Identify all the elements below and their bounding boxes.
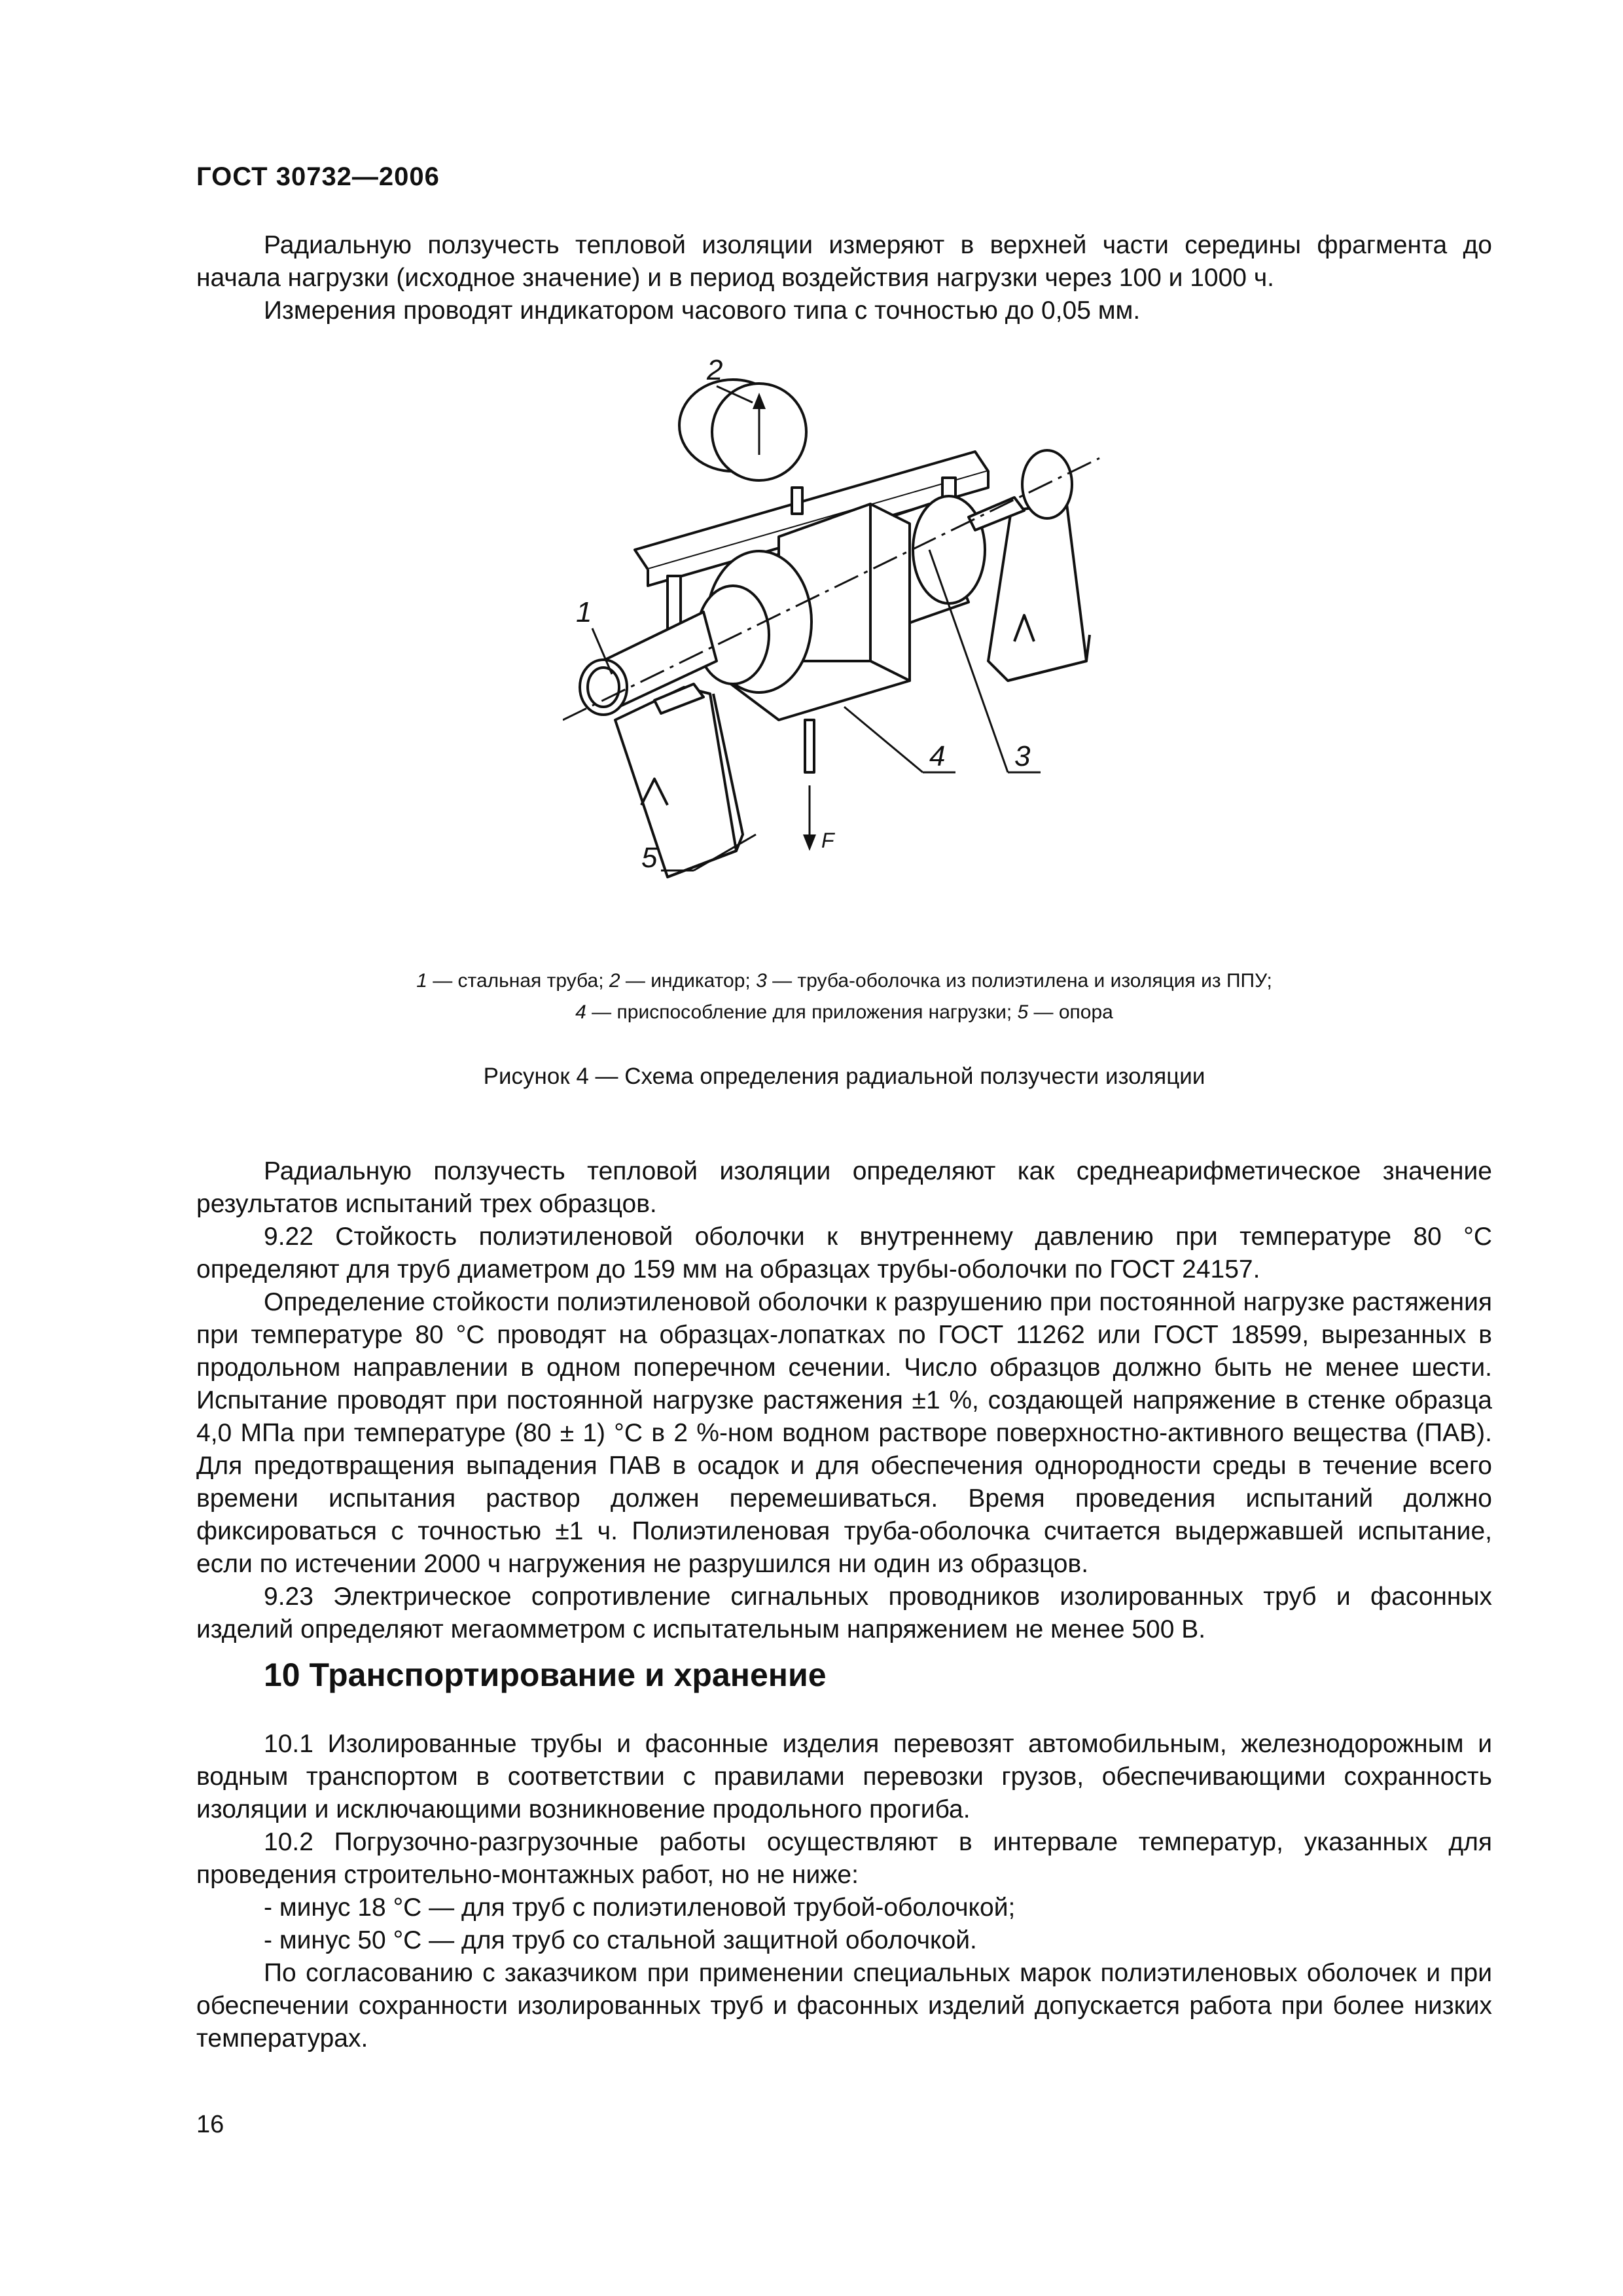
rear-support [988, 504, 1086, 681]
load-fixture-side [870, 504, 910, 681]
intro-text [196, 229, 1492, 327]
label-5: 5 [641, 842, 658, 874]
figure-legend-line-2 [196, 997, 1492, 1028]
figure-caption: Рисунок 4 — Схема определения радиальной ползучести изоляции [483, 1064, 1205, 1089]
paragraph: Радиальную ползучесть тепловой изоляции измеряют в верхней части середины фрагмента до начала нагрузки (исходное значение) и в период воздействия нагрузки через 100 и 1000 ч. [196, 231, 1492, 292]
label-1: 1 [576, 596, 592, 628]
label-4: 4 [929, 740, 946, 772]
legend-text: — индикатор; [620, 970, 757, 992]
load-rod [805, 720, 814, 772]
section-10-title: 10 Транспортирование и хранение [264, 1657, 827, 1693]
figure-4-diagram [563, 353, 1119, 942]
legend-num: 4 [575, 1001, 586, 1023]
label-3: 3 [1014, 740, 1031, 772]
label-2: 2 [707, 354, 723, 386]
legend-text: — труба-оболочка из полиэтилена и изоляция из ППУ; [766, 970, 1272, 992]
legend-num: 5 [1017, 1001, 1029, 1023]
document-header: ГОСТ 30732—2006 [196, 162, 440, 191]
paragraph: По согласованию с заказчиком при применении специальных марок полиэтиленовых оболочек и при обеспечении сохранности изолированных труб и фасонных изделий допускается работа при более низких температурах. [196, 1959, 1492, 2053]
sheath-rear-end [913, 496, 985, 603]
paragraph: Радиальную ползучесть тепловой изоляции определяют как среднеарифметическое значение результатов испытаний трех образцов. [196, 1157, 1492, 1218]
legend-text: — опора [1028, 1001, 1113, 1023]
section-10-text [196, 1728, 1492, 2055]
paragraph: Измерения проводят индикатором часового типа с точностью до 0,05 мм. [264, 296, 1141, 325]
paragraph: Определение стойкости полиэтиленовой оболочки к разрушению при постоянной нагрузке растяжения при температуре 80 °С проводят на образцах-лопатках по ГОСТ 11262 или ГОСТ 18599, вырезанных в продольном направлении в одном поперечном сечении. Число образцов должно быть не менее шести. Испытание проводят при постоянной нагрузке растяжения ±1 %, создающей напряжение в стенке образца 4,0 МПа при температуре (80 ± 1) °С в 2 %-ном водном растворе поверхностно-активного вещества (ПАВ). Для предотвращения выпадения ПАВ в осадок и для обеспечения однородности среды в течение всего времени испытания раствор должен перемешиваться. Время проведения испытаний должно фиксироваться с точностью ±1 ч. Полиэтиленовая труба-оболочка считается выдержавшей испытание, если по истечении 2000 ч нагружения не разрушился ни один из образцов. [196, 1288, 1492, 1578]
list-item: - минус 18 °С — для труб с полиэтиленовой трубой-оболочкой; [264, 1893, 1016, 1922]
legend-num: 2 [609, 970, 620, 992]
paragraph: 10.1 Изолированные трубы и фасонные изделия перевозят автомобильным, железнодорожным и водным транспортом в соответствии с правилами перевозки грузов, обеспечивающими сохранность изоляции и исключающими возникновение продольного прогиба. [196, 1730, 1492, 1823]
page-number: 16 [196, 2111, 224, 2138]
legend-num: 3 [756, 970, 767, 992]
paragraph: 10.2 Погрузочно-разгрузочные работы осуществляют в интервале температур, указанных для проведения строительно-монтажных работ, но не ниже: [196, 1828, 1492, 1889]
creep-test-drawing [563, 353, 1119, 942]
paragraph: 9.23 Электрическое сопротивление сигнальных проводников изолированных труб и фасонных изделий определяют мегаомметром с испытательным напряжением не менее 500 В. [196, 1583, 1492, 1643]
legend-text: — приспособление для приложения нагрузки; [586, 1001, 1018, 1023]
label-force: F [821, 829, 834, 852]
list-item: - минус 50 °С — для труб со стальной защитной оболочкой. [264, 1926, 977, 1954]
paragraph: 9.22 Стойкость полиэтиленовой оболочки к внутреннему давлению при температуре 80 °С определяют для труб диаметром до 159 мм на образцах трубы-оболочки по ГОСТ 24157. [196, 1223, 1492, 1283]
legend-num: 1 [416, 970, 427, 992]
legend-text: — стальная труба; [427, 970, 609, 992]
indicator-plunger [792, 488, 802, 514]
figure-legend-line-1 [196, 965, 1492, 997]
body-text [196, 1155, 1492, 1646]
